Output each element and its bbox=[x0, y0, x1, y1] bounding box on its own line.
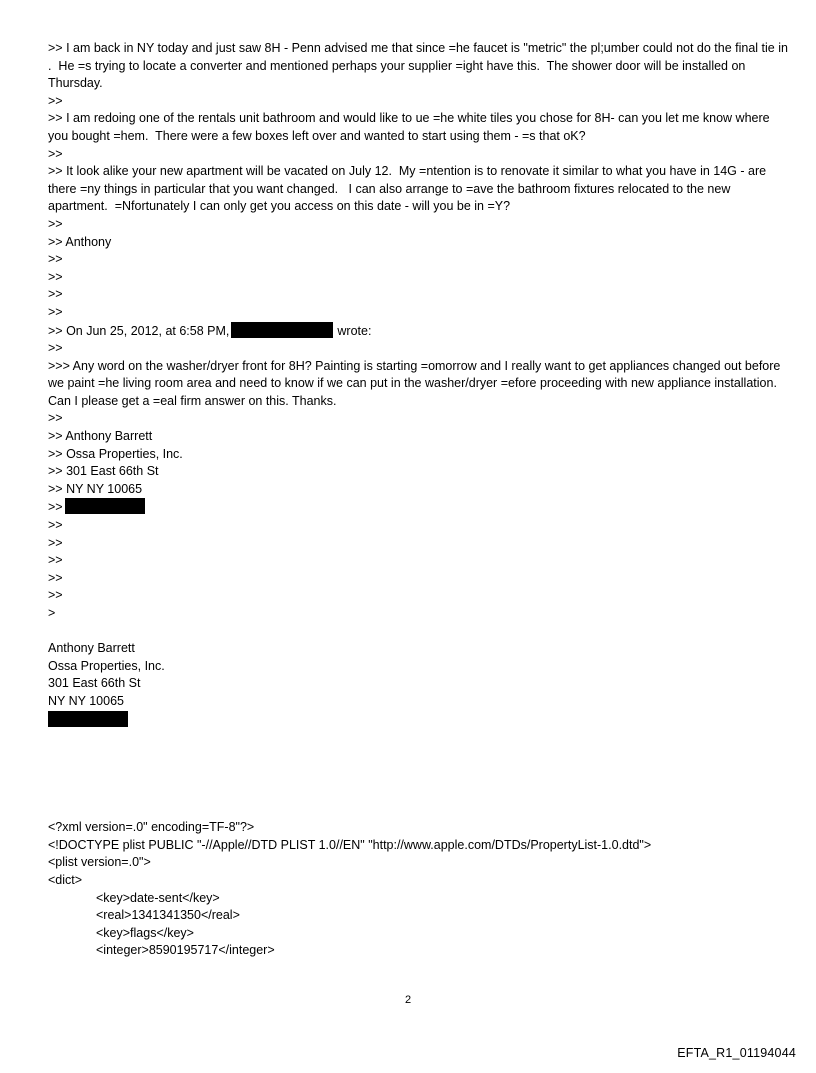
plist-line: <dict> bbox=[48, 872, 83, 887]
spacer bbox=[48, 729, 788, 819]
email-line: >> bbox=[48, 518, 63, 533]
email-line: >> bbox=[48, 570, 63, 585]
email-line: >> bbox=[48, 588, 63, 603]
plist-line: <?xml version=.0" encoding=TF-8"?> bbox=[48, 820, 255, 835]
redaction-box bbox=[65, 498, 145, 514]
email-line: >> 301 East 66th St bbox=[48, 464, 159, 479]
wrote-suffix: wrote: bbox=[337, 323, 372, 338]
email-line: >> bbox=[48, 216, 63, 231]
email-line: >> I am back in NY today and just saw 8H - Penn advised me that since =he faucet is "metric" the pl;umber could not do the final tie in . He =s trying to locate a converter and mentioned perhaps your supplier =ight have this. The shower door will be installed on Thursday. bbox=[48, 41, 792, 91]
email-line: >>> Any word on the washer/dryer front for 8H? Painting is starting =omorrow and I really want to get appliances changed out before we paint =he living room area and need to know if we can put in the washer/dryer =efore proceeding with new appliance installation. Can I please get a =eal firm answer on this. Thanks. bbox=[48, 358, 784, 408]
plist-line: <key>flags</key> bbox=[96, 925, 194, 940]
plist-line: <!DOCTYPE plist PUBLIC "-//Apple//DTD PLIST 1.0//EN" "http://www.apple.com/DTDs/PropertyList-1.0.dtd"> bbox=[48, 837, 652, 852]
email-line: >> bbox=[48, 341, 63, 356]
signature-block bbox=[48, 640, 788, 729]
blank-line bbox=[48, 623, 788, 641]
email-line: >> bbox=[48, 535, 63, 550]
signature-city: NY NY 10065 bbox=[48, 693, 124, 708]
signature-name: Anthony Barrett bbox=[48, 641, 135, 656]
wrote-attribution-line bbox=[48, 322, 788, 341]
quoted-email-block bbox=[48, 40, 792, 322]
redaction-box bbox=[231, 322, 333, 338]
email-line: >> bbox=[48, 252, 63, 267]
redaction-box bbox=[48, 711, 128, 727]
plist-line: <key>date-sent</key> bbox=[96, 890, 220, 905]
signature-company: Ossa Properties, Inc. bbox=[48, 658, 165, 673]
email-line: >> It look alike your new apartment will be vacated on July 12. My =ntention is to renovate it similar to what you have in 14G - are there =ny things in particular that you want changed. I can also arrange to =ave the bathroom fixtures relocated to the new apartment. =Nfortunately I can only get you access on this date - will you be in =Y? bbox=[48, 164, 770, 214]
email-line: >> Anthony Barrett bbox=[48, 429, 153, 444]
email-line: >> Anthony bbox=[48, 234, 112, 249]
plist-line: <integer>8590195717</integer> bbox=[96, 943, 275, 958]
plist-line: <plist version=.0"> bbox=[48, 855, 151, 870]
email-line: >> bbox=[48, 304, 63, 319]
email-line: >> NY NY 10065 bbox=[48, 481, 143, 496]
plist-block bbox=[48, 819, 788, 960]
email-line: >> bbox=[48, 553, 63, 568]
signature-phone-line bbox=[48, 711, 788, 730]
redacted-phone-line bbox=[48, 498, 788, 517]
email-line: > bbox=[48, 606, 56, 620]
email-line: >> bbox=[48, 411, 63, 426]
email-line: >> bbox=[48, 269, 63, 284]
wrote-prefix: >> On Jun 25, 2012, at 6:58 PM, bbox=[48, 323, 230, 338]
plist-line: <real>1341341350</real> bbox=[96, 908, 240, 923]
email-line: >> bbox=[48, 93, 63, 108]
page-number: 2 bbox=[404, 994, 412, 1006]
email-line: >> bbox=[48, 287, 63, 302]
inner-quoted-block bbox=[48, 340, 788, 498]
email-line: >> I am redoing one of the rentals unit bathroom and would like to ue =he white tiles you chose for 8H- can you let me know where you bought =hem. There were a few boxes left over and wanted to start using them - =s that oK? bbox=[48, 111, 774, 143]
email-line: >> Ossa Properties, Inc. bbox=[48, 446, 183, 461]
email-line: >> bbox=[48, 146, 63, 161]
phone-prefix: >> bbox=[48, 500, 63, 515]
trailing-quote-block bbox=[48, 517, 788, 623]
document-body bbox=[48, 40, 792, 960]
signature-street: 301 East 66th St bbox=[48, 676, 141, 691]
document-id: EFTA_R1_01194044 bbox=[677, 1046, 796, 1060]
